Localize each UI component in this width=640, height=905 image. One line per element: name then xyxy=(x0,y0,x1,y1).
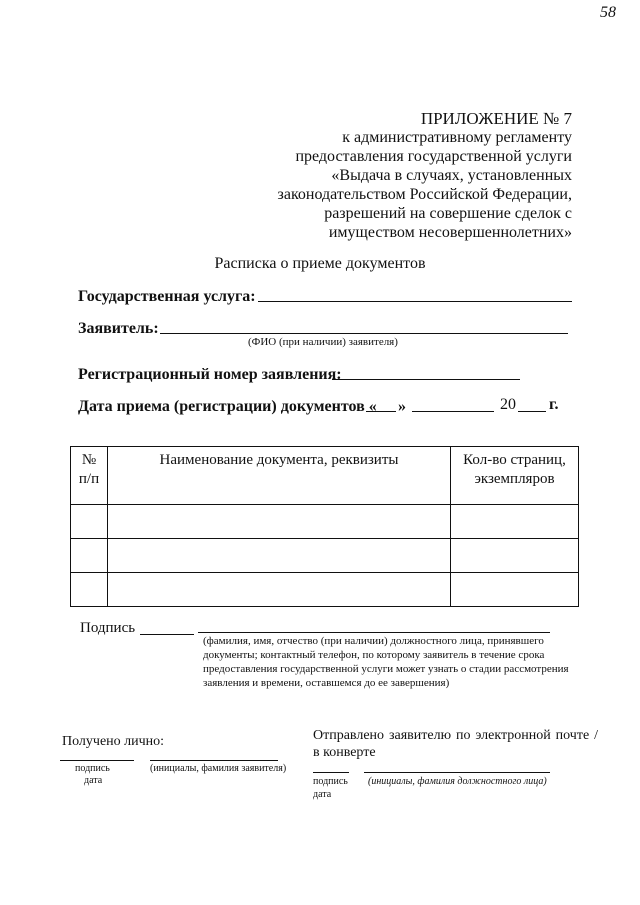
applicant-hint: (ФИО (при наличии) заявителя) xyxy=(248,336,398,348)
sent-initials-line[interactable] xyxy=(364,772,550,773)
received-label: Получено лично: xyxy=(62,734,165,749)
header-number: № п/п xyxy=(71,447,108,505)
applicant-field-line[interactable] xyxy=(160,333,568,334)
appendix-line: предоставления государственной услуги xyxy=(295,148,572,165)
table-row xyxy=(71,539,579,573)
date-month-line[interactable] xyxy=(412,411,494,412)
official-note: (фамилия, имя, отчество (при наличии) должностного лица, принявшего документы; контактный телефон, по которому заявитель в течение срока предоставления государственной услуги может узнать о стадии рассмотрения заявления и времени, оставшемся до ее завершения) xyxy=(203,635,569,689)
table-cell[interactable] xyxy=(108,573,451,607)
received-signature-line[interactable] xyxy=(60,760,134,761)
table-row xyxy=(71,573,579,607)
reg-number-field-line[interactable] xyxy=(332,379,520,380)
date-year-line[interactable] xyxy=(518,411,546,412)
year-prefix: 20 xyxy=(500,396,516,413)
table-cell[interactable] xyxy=(451,505,579,539)
signature-line[interactable] xyxy=(140,634,194,635)
service-label: Государственная услуга: xyxy=(78,288,256,305)
sent-initials-caption: (инициалы, фамилия должностного лица) xyxy=(368,776,547,787)
received-initials-line[interactable] xyxy=(150,760,278,761)
sent-sign-caption: подпись xyxy=(313,776,348,787)
appendix-line: имуществом несовершеннолетних» xyxy=(328,224,572,241)
year-suffix: г. xyxy=(549,396,559,413)
appendix-line: «Выдача в случаях, установленных xyxy=(331,167,572,184)
date-label: Дата приема (регистрации) документов « xyxy=(78,398,377,415)
documents-table xyxy=(70,446,579,607)
table-cell[interactable] xyxy=(451,573,579,607)
appendix-line: законодательством Российской Федерации, xyxy=(277,186,572,203)
sent-signature-line[interactable] xyxy=(313,772,349,773)
official-name-line[interactable] xyxy=(198,632,550,633)
table-cell[interactable] xyxy=(71,539,108,573)
signature-label: Подпись xyxy=(80,620,136,636)
table-cell[interactable] xyxy=(71,505,108,539)
receipt-title: Расписка о приеме документов xyxy=(214,255,426,272)
table-cell[interactable] xyxy=(451,539,579,573)
appendix-line: разрешений на совершение сделок с xyxy=(324,205,572,222)
table-cell[interactable] xyxy=(108,505,451,539)
applicant-label: Заявитель: xyxy=(78,320,159,337)
received-initials-caption: (инициалы, фамилия заявителя) xyxy=(150,763,287,774)
date-quote-close: » xyxy=(398,398,406,415)
date-day-line[interactable] xyxy=(366,411,396,412)
appendix-header xyxy=(270,109,572,242)
appendix-line: к административному регламенту xyxy=(342,129,572,146)
table-cell[interactable] xyxy=(71,573,108,607)
received-sign-caption: подпись xyxy=(75,763,110,774)
page-number: 58 xyxy=(600,4,616,21)
appendix-title: ПРИЛОЖЕНИЕ № 7 xyxy=(420,109,572,128)
service-field-line[interactable] xyxy=(258,301,572,302)
table-cell[interactable] xyxy=(108,539,451,573)
reg-number-label: Регистрационный номер заявления: xyxy=(78,366,342,383)
received-date-caption: дата xyxy=(84,775,103,786)
sent-date-caption: дата xyxy=(313,789,332,800)
sent-label: Отправлено заявителю по электронной почте / в конверте xyxy=(313,728,598,760)
table-row xyxy=(71,505,579,539)
header-document-name: Наименование документа, реквизиты xyxy=(108,447,451,505)
header-pages-copies: Кол-во страниц, экземпляров xyxy=(451,447,579,505)
table-header-row xyxy=(71,447,579,505)
